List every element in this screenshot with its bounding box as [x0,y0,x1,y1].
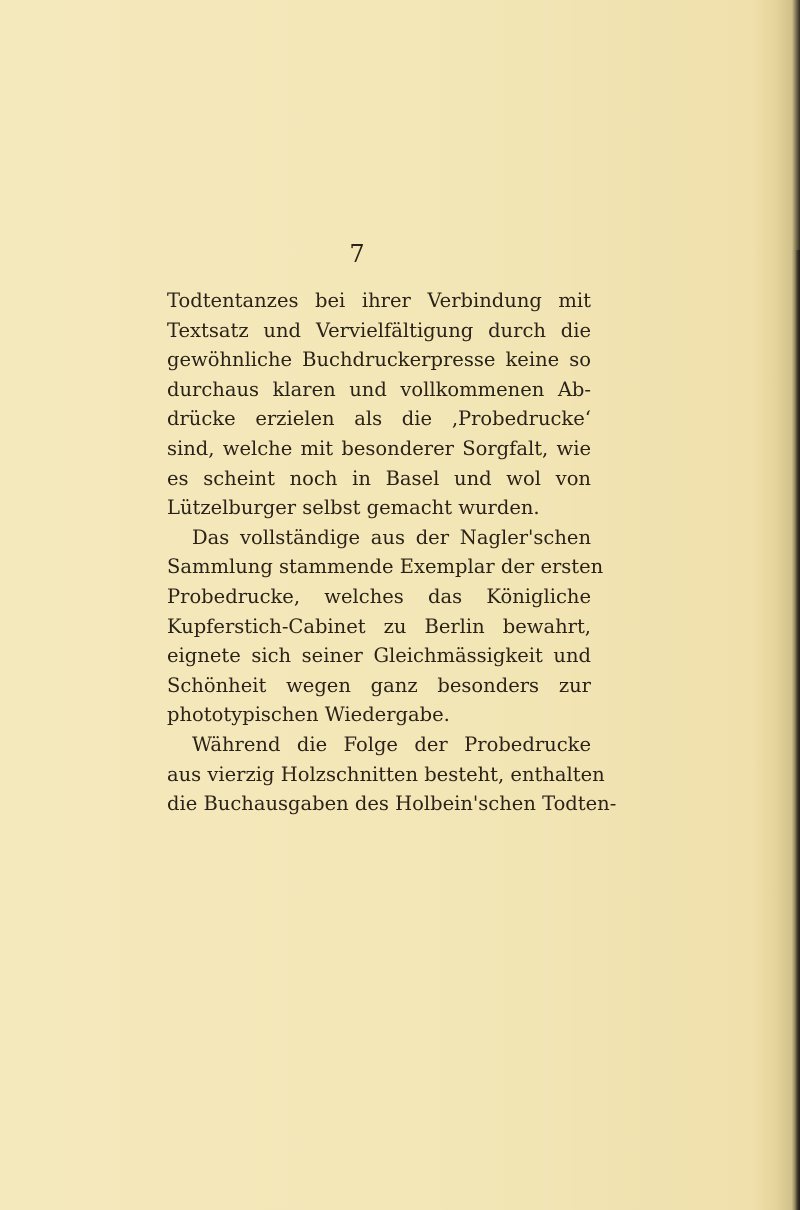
text-line: sind, welche mit besonderer Sorgfalt, wie [167,436,591,460]
text-line: Probedrucke, welches das Königliche [167,584,591,608]
text-line: Lützelburger selbst gemacht wurden. [167,496,540,520]
text-line: Das vollständige aus der Nagler'schen [192,525,591,549]
text-line: drücke erzielen als die ‚Probedrucke‘ [167,407,591,431]
text-line: aus vierzig Holzschnitten besteht, enthalten [167,762,605,786]
text-line: Während die Folge der Probedrucke [192,732,591,756]
body-text [167,286,617,819]
text-line: Sammlung stammende Exemplar der ersten [167,555,604,579]
text-line: Textsatz und Vervielfältigung durch die [167,318,591,342]
text-line: eignete sich seiner Gleichmässigkeit und [167,644,591,668]
text-line: Schönheit wegen ganz besonders zur [167,673,591,697]
text-line: durchaus klaren und vollkommenen Ab- [167,377,591,401]
text-line: Todtentanzes bei ihrer Verbindung mit [167,289,591,312]
text-line: die Buchausgaben des Holbein'schen Todten- [167,792,617,816]
page-edge-shadow [791,250,800,1210]
text-line: gewöhnliche Buchdruckerpresse keine so [167,348,591,372]
text-line: es scheint noch in Basel und wol von [167,466,591,490]
text-line: Kupferstich-Cabinet zu Berlin bewahrt, [167,614,591,638]
page-number: 7 [349,240,365,268]
text-line: phototypischen Wiedergabe. [167,703,450,727]
